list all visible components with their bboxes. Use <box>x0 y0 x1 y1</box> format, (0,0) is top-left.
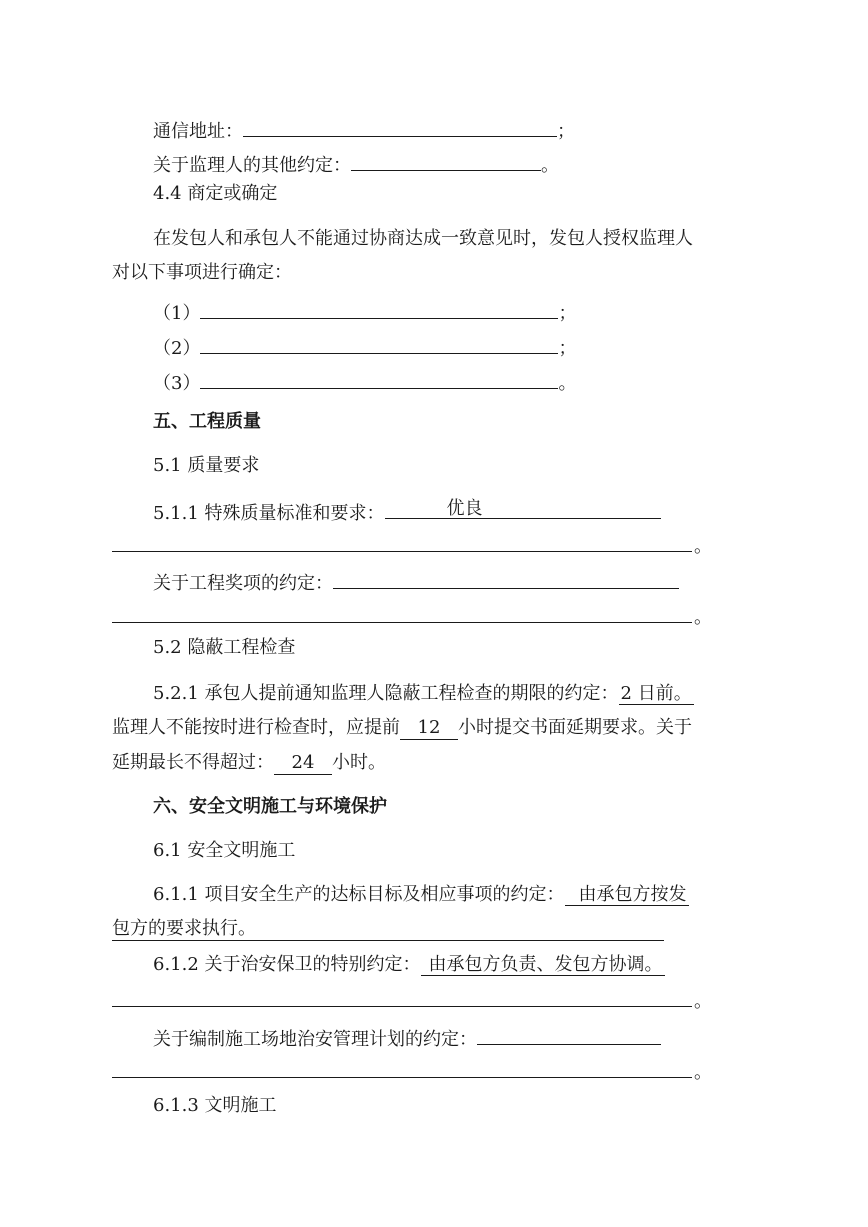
section-4-4-heading: 4.4 商定或确定 <box>153 183 278 204</box>
quality-standard-field[interactable] <box>385 498 661 519</box>
section-5-2-1-line2 <box>112 717 692 740</box>
security-value[interactable]: 由承包方负责、发包方协调。 <box>421 954 665 976</box>
section-5-1-1-line <box>153 498 661 525</box>
section-5-2-1-line3 <box>112 752 386 775</box>
item-2-line <box>153 333 576 360</box>
item-2-blank[interactable] <box>200 333 558 354</box>
safety-target-label: 6.1.1 项目安全生产的达标目标及相应事项的约定： <box>153 884 565 905</box>
period: 。 <box>694 1062 712 1083</box>
section-5-1-heading: 5.1 质量要求 <box>153 455 260 476</box>
section-6-1-heading: 6.1 安全文明施工 <box>153 840 296 861</box>
period: 。 <box>694 607 712 628</box>
max-delay-hours[interactable]: 24 <box>274 752 332 775</box>
section-6-1-1-line2 <box>112 918 664 941</box>
inspection-notice-value[interactable]: 2 日前。 <box>620 683 692 704</box>
item-3-blank[interactable] <box>200 368 558 389</box>
delay-request-suffix: 小时提交书面延期要求。关于 <box>458 717 692 738</box>
quality-standard-continuation-line[interactable] <box>112 551 692 552</box>
security-plan-continuation-line[interactable] <box>112 1077 692 1078</box>
max-delay-suffix: 小时。 <box>332 752 386 773</box>
period: 。 <box>694 536 712 557</box>
award-label: 关于工程奖项的约定： <box>153 573 333 594</box>
security-label: 6.1.2 关于治安保卫的特别约定： <box>153 954 421 975</box>
period: 。 <box>558 373 577 394</box>
safety-target-value-line1[interactable]: 由承包方按发 <box>565 884 689 906</box>
authorization-paragraph-line2: 对以下事项进行确定： <box>112 262 292 283</box>
item-2-label: （2） <box>153 338 201 359</box>
security-continuation-line[interactable] <box>112 1006 692 1007</box>
address-label: 通信地址： <box>153 121 243 142</box>
safety-target-value-line2[interactable]: 包方的要求执行。 <box>112 918 664 941</box>
section-6-1-2-line <box>153 954 665 976</box>
semicolon: ； <box>558 338 577 359</box>
supervisor-other-blank[interactable] <box>351 150 541 171</box>
award-blank[interactable] <box>333 568 679 589</box>
supervisor-other-label: 关于监理人的其他约定： <box>153 155 351 176</box>
award-continuation-line[interactable] <box>112 622 692 623</box>
award-line <box>153 568 679 595</box>
quality-standard-value: 优良 <box>446 498 483 519</box>
authorization-paragraph-line1: 在发包人和承包人不能通过协商达成一致意见时，发包人授权监理人 <box>153 228 693 249</box>
section-6-1-3-heading: 6.1.3 文明施工 <box>153 1095 277 1116</box>
chapter-6-heading: 六、安全文明施工与环境保护 <box>153 796 387 817</box>
quality-standard-label: 5.1.1 特殊质量标准和要求： <box>153 503 385 524</box>
semicolon: ； <box>557 121 575 142</box>
section-5-2-heading: 5.2 隐蔽工程检查 <box>153 637 296 658</box>
security-plan-line <box>153 1024 661 1051</box>
chapter-5-heading: 五、工程质量 <box>153 411 261 432</box>
max-delay-label: 延期最长不得超过： <box>112 752 274 773</box>
period: 。 <box>694 991 712 1012</box>
section-5-2-1-line1 <box>153 683 694 705</box>
item-1-blank[interactable] <box>200 298 558 319</box>
delay-request-hours[interactable]: 12 <box>400 717 458 740</box>
item-3-label: （3） <box>153 373 201 394</box>
security-plan-label: 关于编制施工场地治安管理计划的约定： <box>153 1029 477 1050</box>
item-1-label: （1） <box>153 303 201 324</box>
security-plan-blank[interactable] <box>477 1024 661 1045</box>
semicolon: ； <box>558 303 577 324</box>
address-line <box>153 116 575 143</box>
delay-request-label: 监理人不能按时进行检查时，应提前 <box>112 717 400 738</box>
inspection-notice-label: 5.2.1 承包人提前通知监理人隐蔽工程检查的期限的约定： <box>153 683 619 704</box>
supervisor-other-line <box>153 150 559 177</box>
address-blank[interactable] <box>243 116 557 137</box>
section-6-1-1-line1 <box>153 884 689 906</box>
item-1-line <box>153 298 576 325</box>
period: 。 <box>541 155 559 176</box>
item-3-line <box>153 368 576 395</box>
